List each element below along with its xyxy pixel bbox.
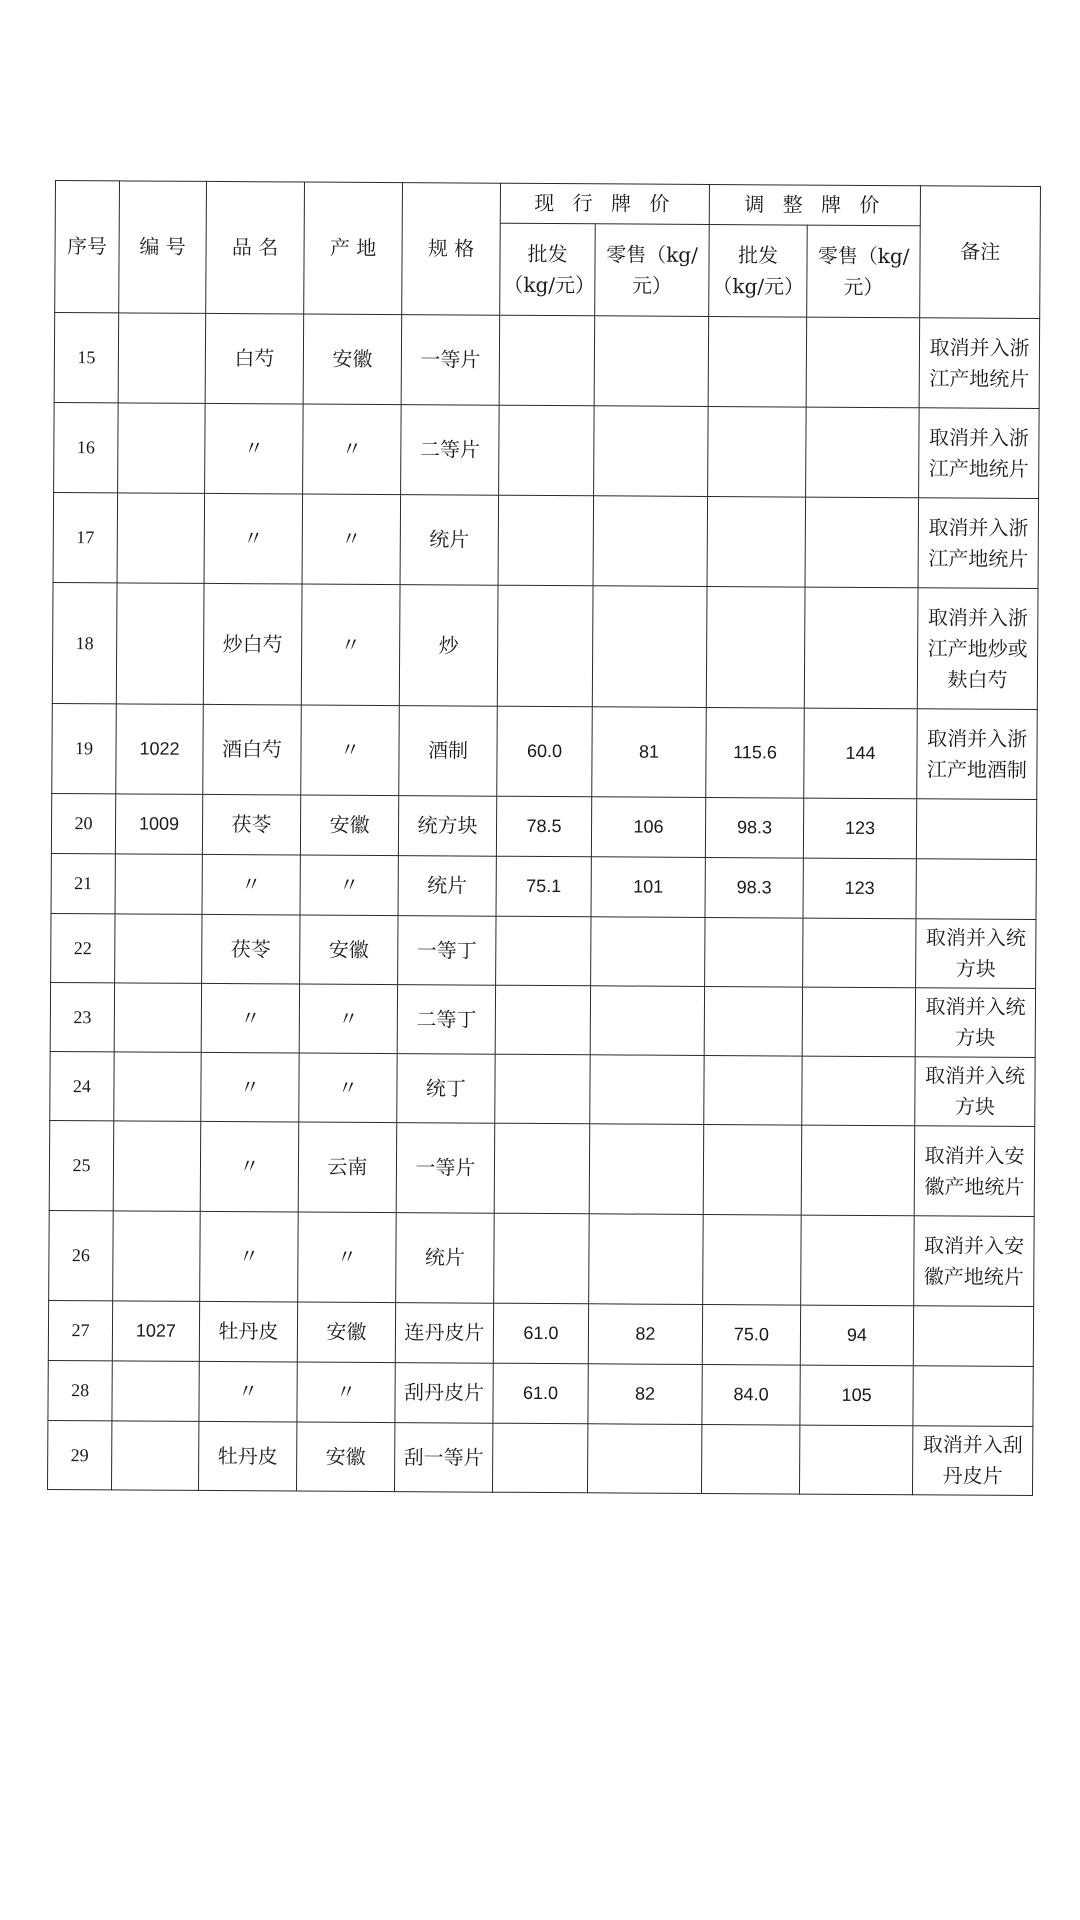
cell-current-retail [590,1055,704,1125]
table-row [49,1120,1035,1216]
cell-seq: 22 [51,913,115,982]
cell-seq: 26 [49,1210,114,1300]
cell-seq: 21 [51,853,115,913]
cell-current-retail [589,1124,704,1215]
cell-current-wholesale [495,985,590,1055]
cell-adjusted-retail: 144 [804,708,918,799]
cell-spec: 一等丁 [398,916,496,986]
cell-adjusted-wholesale: 115.6 [706,707,805,798]
cell-origin: 〃 [297,1362,395,1423]
cell-spec: 一等片 [401,315,500,406]
table-row [48,1300,1033,1366]
cell-name: 茯苓 [202,794,300,855]
table-row [51,913,1036,988]
cell-seq: 17 [53,492,118,582]
cell-code [114,1052,201,1122]
cell-name: 炒白芍 [203,583,302,705]
cell-note: 取消并入浙江产地炒或麸白芍 [917,588,1038,710]
header-adjusted-price: 调 整 牌 价 [709,184,920,225]
cell-current-retail [591,917,705,987]
cell-spec: 统片 [396,1213,495,1304]
cell-note [913,1366,1033,1427]
cell-current-retail: 106 [591,797,705,858]
cell-origin: 云南 [298,1122,397,1213]
cell-current-wholesale: 78.5 [496,796,591,857]
table-row [50,1051,1035,1126]
cell-current-wholesale: 75.1 [496,856,591,917]
cell-name: 〃 [199,1361,297,1422]
cell-code: 1027 [112,1301,199,1362]
cell-note: 取消并入统方块 [915,1057,1035,1127]
cell-current-retail [592,586,707,708]
cell-current-retail [590,986,704,1056]
cell-code [111,1421,198,1491]
cell-adjusted-retail [804,587,918,709]
header-note: 备注 [920,186,1041,319]
cell-adjusted-wholesale [705,917,803,987]
cell-spec: 连丹皮片 [395,1303,493,1364]
cell-current-wholesale [496,916,591,986]
cell-name: 〃 [200,1211,299,1302]
cell-origin: 〃 [298,1212,397,1303]
cell-note: 取消并入浙江产地统片 [919,408,1040,499]
cell-adjusted-retail [803,918,916,988]
cell-spec: 炒 [399,585,498,707]
cell-adjusted-wholesale [702,1424,800,1494]
cell-current-wholesale [499,315,595,406]
cell-origin: 安徽 [296,1422,394,1492]
cell-seq: 27 [48,1300,112,1360]
table-row [48,1420,1033,1495]
cell-note: 取消并入浙江产地统片 [918,498,1039,589]
cell-adjusted-wholesale: 98.3 [705,797,803,858]
cell-name: 〃 [205,403,304,494]
table-row [54,402,1040,498]
price-table-sheet [47,180,1040,1496]
cell-spec: 二等丁 [397,985,495,1055]
header-retail-adjusted: 零售（kg/元） [807,225,921,318]
table-row [50,982,1035,1057]
cell-code [114,983,201,1053]
cell-code [115,854,202,915]
header-name: 品 名 [206,181,305,314]
cell-current-wholesale [499,405,595,496]
cell-origin: 安徽 [300,915,398,985]
cell-current-wholesale [494,1213,590,1304]
cell-spec: 统片 [398,856,496,917]
cell-origin: 〃 [300,855,398,916]
cell-adjusted-wholesale: 75.0 [702,1304,800,1365]
cell-seq: 24 [50,1051,114,1120]
cell-code: 1022 [116,704,204,795]
cell-adjusted-retail [801,1125,915,1216]
header-origin: 产 地 [304,182,403,315]
cell-name: 牡丹皮 [198,1421,296,1491]
cell-note: 取消并入浙江产地统片 [919,318,1040,409]
cell-note: 取消并入安徽产地统片 [914,1126,1035,1217]
cell-current-retail: 82 [588,1304,702,1365]
cell-adjusted-retail: 123 [803,798,916,859]
cell-name: 白芍 [205,313,304,404]
cell-name: 酒白芍 [203,704,302,795]
cell-adjusted-retail: 94 [800,1305,913,1366]
cell-seq: 18 [52,582,117,703]
header-code: 编 号 [119,181,207,314]
cell-note [916,799,1036,860]
cell-adjusted-wholesale [708,316,807,407]
cell-name: 〃 [201,1052,299,1122]
cell-adjusted-retail [801,1215,915,1306]
cell-current-retail [594,406,709,497]
cell-adjusted-retail: 105 [800,1365,913,1426]
cell-spec: 一等片 [396,1123,495,1214]
header-seq: 序号 [55,181,120,313]
cell-origin: 〃 [299,1053,397,1123]
cell-adjusted-wholesale [704,986,802,1056]
cell-note [916,859,1036,920]
header-wholesale: 批发（kg/元） [500,223,596,316]
table-row [52,582,1038,709]
table-body [48,313,1040,1496]
cell-adjusted-wholesale [703,1124,802,1215]
cell-name: 〃 [204,493,303,584]
header-current-price: 现 行 牌 价 [500,183,709,224]
cell-current-wholesale [498,495,594,586]
cell-origin: 安徽 [297,1302,395,1363]
cell-code: 1009 [115,794,202,855]
cell-adjusted-wholesale [707,496,806,587]
cell-current-retail: 81 [592,707,707,798]
cell-adjusted-retail: 123 [803,858,916,919]
cell-seq: 16 [54,402,119,492]
cell-spec: 统方块 [398,796,496,857]
cell-current-retail [594,316,709,407]
cell-spec: 统丁 [397,1054,495,1124]
cell-code [118,313,206,404]
table-row [53,492,1039,588]
table-row [51,853,1036,919]
cell-name: 牡丹皮 [199,1301,297,1362]
cell-current-wholesale: 61.0 [493,1303,588,1364]
cell-name: 〃 [202,854,300,915]
header-spec: 规 格 [402,183,501,316]
cell-seq: 15 [54,313,119,403]
cell-seq: 19 [52,703,117,793]
cell-current-wholesale [494,1123,590,1214]
cell-code [116,583,204,705]
header-retail: 零售（kg/元） [595,224,710,317]
cell-adjusted-wholesale [706,586,805,708]
cell-origin: 〃 [301,584,400,706]
cell-code [118,403,206,494]
cell-seq: 25 [49,1120,114,1210]
header-wholesale-adjusted: 批发（kg/元） [709,224,808,317]
cell-current-wholesale: 60.0 [497,706,593,797]
table-row [51,793,1036,859]
cell-seq: 29 [48,1420,112,1489]
cell-adjusted-wholesale [704,1055,802,1125]
cell-spec: 刮丹皮片 [395,1363,493,1424]
cell-adjusted-retail [802,987,915,1057]
cell-current-wholesale [492,1423,587,1493]
cell-spec: 二等片 [401,405,500,496]
cell-adjusted-retail [805,497,919,588]
cell-code [112,1361,199,1422]
cell-origin: 〃 [301,705,400,796]
cell-origin: 安徽 [303,314,402,405]
cell-adjusted-wholesale: 98.3 [705,857,803,918]
cell-current-retail: 101 [591,857,705,918]
cell-current-retail: 82 [588,1364,702,1425]
cell-origin: 〃 [299,984,397,1054]
cell-note: 取消并入刮丹皮片 [913,1426,1033,1496]
cell-spec: 酒制 [399,706,498,797]
cell-note [913,1306,1033,1367]
cell-current-retail [589,1214,704,1305]
table-row [48,1360,1033,1426]
cell-code [115,914,202,984]
cell-origin: 〃 [303,404,402,495]
cell-name: 〃 [200,1121,299,1212]
cell-name: 〃 [201,983,299,1053]
cell-current-retail [587,1424,701,1494]
cell-origin: 安徽 [300,795,398,856]
table-row [52,703,1038,799]
cell-current-wholesale [495,1054,590,1124]
cell-adjusted-wholesale [703,1214,802,1305]
cell-note: 取消并入统方块 [916,919,1036,989]
cell-spec: 统片 [400,495,499,586]
cell-adjusted-wholesale: 84.0 [702,1364,800,1425]
cell-origin: 〃 [302,494,401,585]
cell-adjusted-wholesale [708,406,807,497]
table-row [49,1210,1035,1306]
cell-code [113,1211,201,1302]
cell-seq: 20 [51,793,115,853]
cell-spec: 刮一等片 [394,1423,492,1493]
cell-name: 茯苓 [202,914,300,984]
table-row [54,313,1040,409]
cell-adjusted-retail [800,1425,913,1495]
cell-seq: 23 [50,982,114,1051]
cell-adjusted-retail [806,317,920,408]
cell-current-retail [593,496,708,587]
cell-current-wholesale: 61.0 [493,1363,588,1424]
cell-current-wholesale [497,585,593,707]
price-adjustment-table [47,180,1041,1496]
cell-code [113,1121,201,1212]
cell-note: 取消并入浙江产地酒制 [917,709,1038,800]
cell-adjusted-retail [802,1056,915,1126]
cell-seq: 28 [48,1360,112,1420]
cell-note: 取消并入统方块 [915,988,1035,1058]
cell-adjusted-retail [806,407,920,498]
cell-code [117,493,205,584]
cell-note: 取消并入安徽产地统片 [914,1216,1035,1307]
